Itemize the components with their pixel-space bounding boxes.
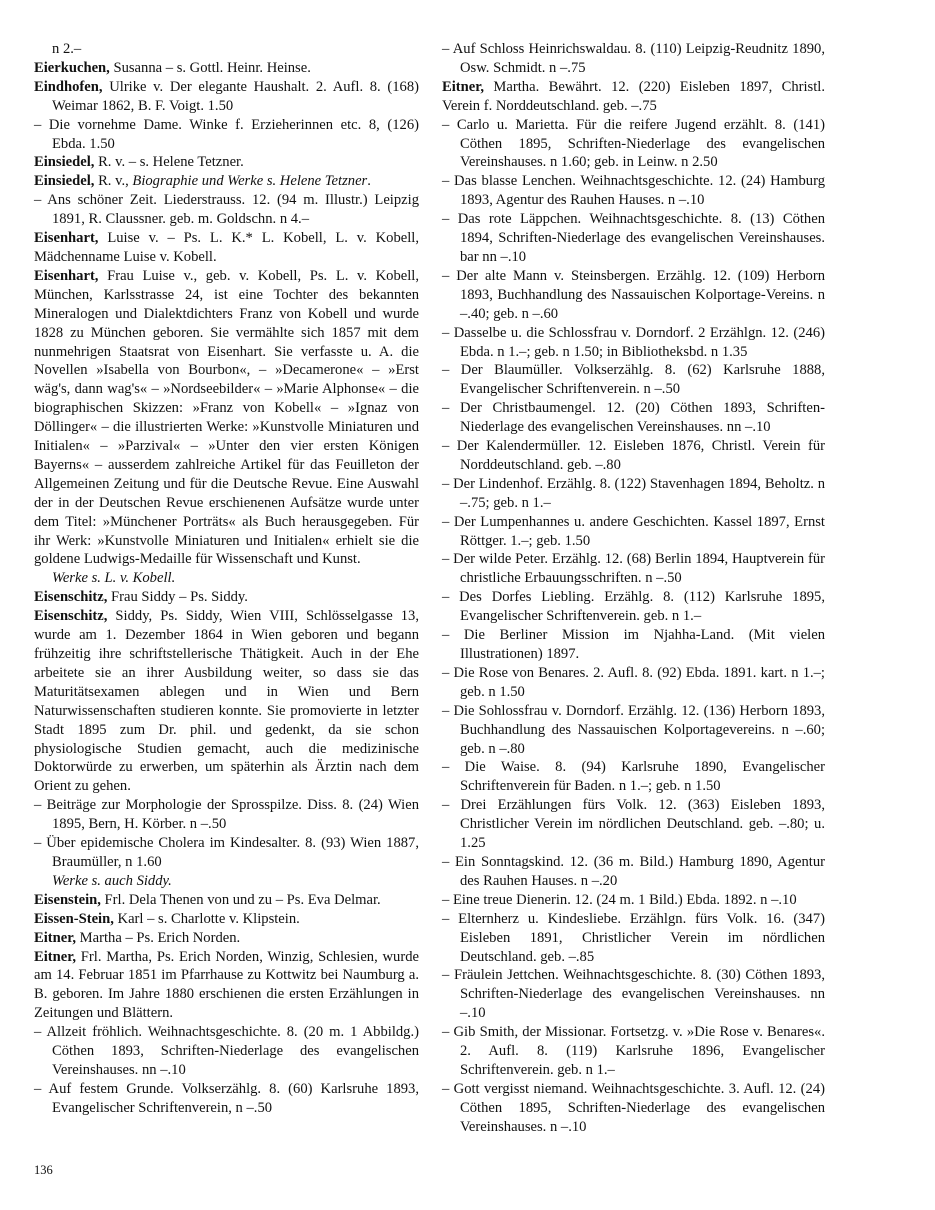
entry [442,891,825,910]
entry-text: – Der Blaumüller. Volkserzählg. 8. (62) Karlsruhe 1888, Evangelischer Schriftenverein. n –.50 [442,362,825,398]
entry [442,626,825,664]
entry [34,834,419,872]
entry [442,40,825,78]
page-number: 136 [34,1163,53,1177]
entry [442,78,825,116]
entry-text: – Das blasse Lenchen. Weihnachtsgeschichte. 12. (24) Hamburg 1893, Agentur des Rauhen Hauses. n –.10 [442,173,825,209]
entry [34,891,419,910]
entry-head: Eierkuchen, [34,59,110,76]
left-column [34,40,419,1118]
entry [34,267,419,570]
entry-text: – Des Dorfes Liebling. Erzählg. 8. (112) Karlsruhe 1895, Evangelischer Schriftenverein. geb. n 1.– [442,589,825,625]
entry-text: Siddy, Ps. Siddy, Wien VIII, Schlösselgasse 13, wurde am 1. Dezember 1864 in Wien geboren und begann frühzeitig ihre schriftstellerische Thätigkeit. Auch in der Ehe arbeitete sie an ihrer Ausbildung weiter, so dass sie das Maturitätsexamen ablegen und in Wien und Bern Naturwissenschaften studieren konnte. Sie promovierte in letzter Stadt 1895 zum Dr. phil. und gedenkt, da sie schon physiologische Studien gemacht, auch die medizinische Doktorwürde zu erwerben, um späterhin als Ärztin nach dem Orient zu gehen. [34,608,419,795]
entry-text: Martha. Bewährt. 12. (220) Eisleben 1897, Christl. Verein f. Norddeutschland. geb. –.75 [442,78,825,114]
entry [442,758,825,796]
entry-text: Luise v. – Ps. L. K.* L. Kobell, L. v. Kobell, Mädchenname Luise v. Kobell. [34,230,419,265]
entry-text: – Fräulein Jettchen. Weihnachtsgeschichte. 8. (30) Cöthen 1893, Schriften-Niederlage des evangelischen Vereinshauses. nn –.10 [442,967,825,1022]
entry-text: – Auf festem Grunde. Volkserzählg. 8. (60) Karlsruhe 1893, Evangelischer Schriftenverein, n –.50 [34,1080,419,1116]
entry-head: Eindhofen, [34,78,103,95]
entry [442,513,825,551]
entry [34,569,419,588]
entry-text: – Das rote Läppchen. Weihnachtsgeschichte. 8. (13) Cöthen 1894, Schriften-Niederlage des evangelischen Vereinshauses. bar nn –.10 [442,211,825,265]
entry [34,153,419,172]
entry [442,664,825,702]
entry [34,191,419,229]
entry-text: Frau Luise v., geb. v. Kobell, Ps. L. v. Kobell, München, Karlsstrasse 24, ist eine Tochter des bekannten Mineralogen und Dialektdichters Franz von Kobell und wurde 1828 zu München geboren. Sie vermählte sich 1857 mit dem nunmehrigen Staatsrat von Eisenhart. Sie verfasste u. A. die Novellen »Isabella von Bourbon«, – »Decamerone« – »Erst wäg's, dann wag's« – »Nordseebilder« – »Marie Alphonse« – die biographischen Skizzen: »Franz von Kobell« – »Ignaz von Döllinger« – die illustrierten Werke: »Kunstvolle Miniaturen und Initialen« – »Parzival« – »Unter den vier ersten Königen Bayerns« – ausserdem zahlreiche Artikel für das Feuilleton der Allgemeinen Zeitung und für die Deutsche Revue. Eine Auswahl der in der Deutschen Revue erschienenen Aufsätze wurde unter dem Titel: »Münchener Porträts« als Buch herausgegeben. Für ihr Werk: »Kunstvolle Miniaturen und Initialen« erhielt sie die goldene Ludwigs-Medaille für Wissenschaft und Kunst. [34,267,419,568]
entry [34,929,419,948]
entry-head: Eissen-Stein, [34,910,114,927]
entry [442,550,825,588]
entry-text: R. v., [94,173,133,190]
entry-text: – Der wilde Peter. Erzählg. 12. (68) Berlin 1894, Hauptverein für christliche Erbauungsschriften. n –.50 [442,551,825,587]
entry-head: Eitner, [442,78,485,95]
entry-text: – Auf Schloss Heinrichswaldau. 8. (110) Leipzig-Reudnitz 1890, Osw. Schmidt. n –.75 [442,41,825,76]
entry-text: Susanna – s. Gottl. Heinr. Heinse. [109,59,311,76]
entry [34,1023,419,1080]
entry [34,40,419,59]
entry-head: Eisenhart, [34,230,99,247]
entry-text: – Drei Erzählungen fürs Volk. 12. (363) Eisleben 1893, Christlicher Verein im nördlichen Deutschland. geb. –.80; u. 1.25 [442,797,825,852]
entry [442,324,825,362]
entry-text: – Der Lumpenhannes u. andere Geschichten. Kassel 1897, Ernst Röttger. 1.–; geb. 1.50 [442,513,825,549]
entry [34,59,419,78]
entry [442,172,825,210]
entry-text: – Die vornehme Dame. Winke f. Erzieherinnen etc. 8, (126) Ebda. 1.50 [34,116,419,152]
entry-text: – Eine treue Dienerin. 12. (24 m. 1 Bild.) Ebda. 1892. n –.10 [442,891,797,908]
entry-text: – Beiträge zur Morphologie der Sprosspilze. Diss. 8. (24) Wien 1895, Bern, H. Körber. n –.50 [34,797,419,833]
entry-text: Ulrike v. Der elegante Haushalt. 2. Aufl. 8. (168) Weimar 1862, B. F. Voigt. 1.50 [52,78,419,114]
entry [34,78,419,116]
entry [442,116,825,173]
entry [34,229,419,267]
entry-head: Eisenstein, [34,891,101,908]
entry-italic: Biographie und Werke s. Helene Tetzner [132,173,368,190]
entry [34,116,419,154]
entry-text: Frl. Dela Thenen von und zu – Ps. Eva Delmar. [100,891,381,908]
entry-head: Einsiedel, [34,154,95,171]
entry [442,210,825,267]
entry-text: – Die Rose von Benares. 2. Aufl. 8. (92) Ebda. 1891. kart. n 1.–; geb. n 1.50 [442,664,825,700]
entry-text: Frl. Martha, Ps. Erich Norden, Winzig, Schlesien, wurde am 14. Februar 1851 im Pfarrhause zu Kottwitz bei Naumburg a. B. geboren. Im Jahre 1880 erschienen die ersten Erzählungen in Zeitungen und Blättern. [34,948,419,1022]
entry [442,361,825,399]
entry-head: Eisenhart, [34,267,99,284]
entry [442,1023,825,1080]
entry [442,702,825,759]
entry [442,267,825,324]
entry-text: – Gib Smith, der Missionar. Fortsetzg. v. »Die Rose v. Benares«. 2. Aufl. 8. (119) Karlsruhe 1896, Evangelischer Schriftenverein. geb. n 1.– [442,1024,825,1078]
entry [34,172,419,191]
entry [442,796,825,853]
entry-head: Eitner, [34,948,77,965]
entry [442,475,825,513]
entry [442,437,825,475]
entry-text: – Ein Sonntagskind. 12. (36 m. Bild.) Hamburg 1890, Agentur des Rauhen Hauses. n –.20 [442,853,825,889]
entry [34,910,419,929]
entry [34,872,419,891]
entry-text: – Elternherz u. Kindesliebe. Erzählgn. fürs Volk. 16. (347) Eisleben 1891, Christlicher Verein im nördlichen Deutschland. geb. –.85 [442,910,825,965]
entry-text: Martha – Ps. Erich Norden. [76,929,241,946]
entry [34,607,419,796]
entry-head: Einsiedel, [34,173,95,190]
entry-text: Karl – s. Charlotte v. Klipstein. [113,910,300,927]
entry-text: – Ans schöner Zeit. Liederstrauss. 12. (94 m. Illustr.) Leipzig 1891, R. Claussner. geb. m. Goldschn. n 4.– [34,192,419,228]
entry [34,796,419,834]
entry-text: – Über epidemische Cholera im Kindesalter. 8. (93) Wien 1887, Braumüller, n 1.60 [34,835,419,870]
entry [442,1080,825,1137]
entry-text: – Der Lindenhof. Erzählg. 8. (122) Stavenhagen 1894, Beholtz. n –.75; geb. n 1.– [442,475,825,511]
entry-italic: Werke s. L. v. Kobell. [52,570,176,587]
entry-text: – Der alte Mann v. Steinsbergen. Erzählg. 12. (109) Herborn 1893, Buchhandlung des Nassauischen Kolportage-Vereins. n –.40; geb. n –.60 [442,267,825,322]
entry-text: – Die Sohlossfrau v. Dorndorf. Erzählg. 12. (136) Herborn 1893, Buchhandlung des Nassauischen Kolportagevereins. n –.60; geb. n –.80 [442,702,825,757]
entry-tail: . [367,173,371,190]
entry [442,966,825,1023]
entry-text: – Gott vergisst niemand. Weihnachtsgeschichte. 3. Aufl. 12. (24) Cöthen 1895, Schriften-Niederlage des evangelischen Vereinshauses. n –.10 [442,1080,825,1135]
entry-text: – Carlo u. Marietta. Für die reifere Jugend erzählt. 8. (141) Cöthen 1895, Schriften-Niederlage des evangelischen Vereinshauses. n 1.60; geb. in Leinw. n 2.50 [442,116,825,171]
entry-text: – Allzeit fröhlich. Weihnachtsgeschichte. 8. (20 m. 1 Abbildg.) Cöthen 1893, Schriften-Niederlage des evangelischen Vereinshauses. nn –.10 [34,1024,419,1078]
entry-text: n 2.– [52,41,82,57]
entry-italic: Werke s. auch Siddy. [52,872,172,889]
entry-head: Eisenschitz, [34,608,108,625]
entry [442,910,825,967]
entry [442,399,825,437]
entry-text: – Die Waise. 8. (94) Karlsruhe 1890, Evangelischer Schriftenverein für Baden. n 1.–; geb. n 1.50 [442,759,825,795]
entry [34,588,419,607]
entry-text: R. v. – s. Helene Tetzner. [94,154,244,171]
right-column [442,40,825,1137]
entry-head: Eitner, [34,929,77,946]
entry [442,588,825,626]
entry-text: – Dasselbe u. die Schlossfrau v. Dorndorf. 2 Erzählgn. 12. (246) Ebda. n 1.–; geb. n 1.50; in Bibliotheksbd. n 1.35 [442,324,825,360]
entry [34,948,419,1024]
entry-text: – Der Christbaumengel. 12. (20) Cöthen 1893, Schriften-Niederlage des evangelischen Vereinshauses. nn –.10 [442,400,825,436]
entry [34,1080,419,1118]
entry-text: – Die Berliner Mission im Njahha-Land. (Mit vielen Illustrationen) 1897. [442,627,825,662]
entry-head: Eisenschitz, [34,589,108,606]
entry-text: – Der Kalendermüller. 12. Eisleben 1876, Christl. Verein für Norddeutschland. geb. –.80 [442,438,825,473]
entry-text: Frau Siddy – Ps. Siddy. [107,589,248,606]
entry [442,853,825,891]
